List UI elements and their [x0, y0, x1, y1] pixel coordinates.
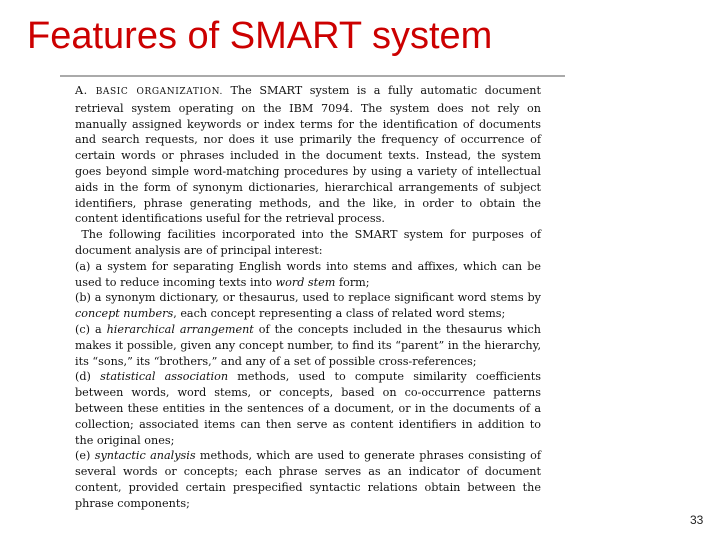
list-item [75, 448, 541, 511]
item-c-term: hierarchical arrangement [106, 322, 254, 336]
item-a-rest: form; [335, 275, 370, 289]
scanned-excerpt [60, 75, 565, 510]
section-heading [75, 84, 223, 97]
item-c-rest: of the concepts included in the thesaurus which makes it possible, given any concept number, to find its “parent” in the hierarchy, its “sons,” its “brothers,” and any of a set of possible cross-references; [75, 322, 541, 368]
paragraph-2-text: The following facilities incorporated into the SMART system for purposes of document analysis are of principal interest: [75, 228, 542, 257]
section-title-word-2: ORGANIZATION. [136, 87, 223, 97]
list-item [75, 322, 541, 369]
list-item [75, 290, 541, 322]
slide-title: Features of SMART system [27, 15, 493, 57]
section-title-word-1: BASIC [95, 87, 129, 97]
list-item [75, 259, 541, 291]
item-e-text: (e) [75, 449, 95, 463]
item-b-term: concept numbers [75, 307, 174, 321]
excerpt-text [75, 83, 541, 512]
item-b-rest: , each concept representing a class of related word stems; [173, 307, 506, 321]
item-a-term: word stem [275, 275, 336, 289]
section-label: A. [75, 84, 88, 97]
item-d-rest: methods, used to compute similarity coefficients between words, word stems, or concepts, based on co-occurrence patterns between these entities in the sentences of a document, or in the documents of a collection; associated items can then serve as content identifiers in addition to the original ones; [75, 370, 541, 447]
item-d-term: statistical association [100, 370, 229, 384]
list-item [75, 369, 541, 448]
item-e-rest: methods, which are used to generate phrases consisting of several words or concepts; each phrase serves as an indicator of document content, provided certain prespecified syntactic relations obtain between the phrase components; [75, 449, 542, 510]
paragraph-1-text: The SMART system is a fully automatic document retrieval system operating on the IBM 7094. The system does not rely on manually assigned keywords or index terms for the identification of documents and search requests, nor does it use primarily the frequency of occurrence of certain words or phrases included in the document texts. Instead, the system goes beyond simple word-matching procedures by using a variety of intellectual aids in the form of synonym dictionaries, hierarchical arrangements of subject identifiers, phrase generating methods, and the like, in order to obtain the content identifications useful for the retrieval process. [75, 84, 541, 226]
excerpt-paragraph-2 [75, 227, 541, 259]
item-b-text: (b) a synonym dictionary, or thesaurus, used to replace significant word stems by [75, 291, 541, 305]
item-a-text: (a) a system for separating English words into stems and affixes, which can be used to reduce incoming texts into [75, 259, 541, 289]
item-d-text: (d) [75, 370, 101, 384]
item-e-term: syntactic analysis [94, 449, 196, 463]
excerpt-paragraph-1 [75, 83, 541, 227]
item-c-text: (c) a [75, 322, 107, 336]
page-number: 33 [690, 513, 704, 527]
